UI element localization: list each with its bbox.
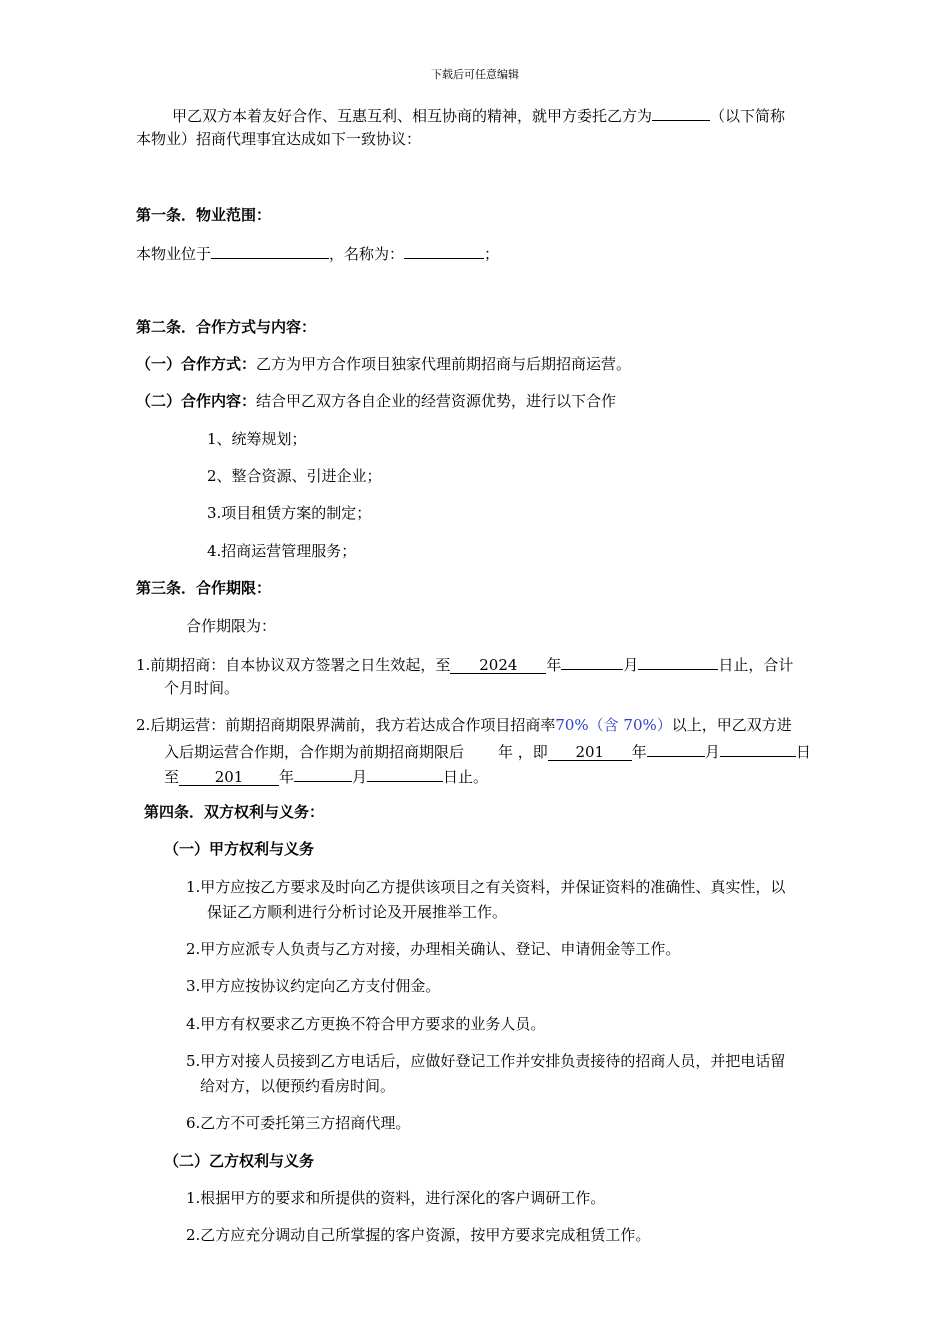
blank-location[interactable] [211, 242, 329, 259]
year-unit: 年 [279, 768, 295, 786]
to-label: 至 [164, 768, 180, 786]
blank-day-2[interactable] [720, 740, 796, 757]
coop-content-text: 结合甲乙双方各自企业的经营资源优势，进行以下合作 [256, 392, 617, 410]
intro-text-2: （以下简称 [710, 107, 786, 125]
day-unit: 日 [795, 743, 811, 761]
term-item-1-cont: 个月时间。 [164, 679, 240, 697]
blank-month-1[interactable] [561, 653, 623, 670]
blank-name[interactable] [404, 242, 484, 259]
location-label: 本物业位于 [136, 245, 212, 263]
coop-mode [136, 354, 631, 374]
article-1-title: 第一条．物业范围： [136, 206, 272, 224]
party-a-item-3: 3.甲方应按协议约定向乙方支付佣金。 [186, 977, 441, 995]
list-item: 4.招商运营管理服务； [207, 542, 357, 560]
term-item-1 [136, 653, 793, 675]
party-a-item-2: 2.甲方应派专人负责与乙方对接，办理相关确认、登记、申请佣金等工作。 [186, 940, 681, 958]
coop-mode-label: （一）合作方式： [136, 355, 257, 373]
article-2-title: 第二条．合作方式与内容： [136, 318, 317, 336]
party-a-heading: （一）甲方权利与义务 [164, 840, 315, 858]
page-header-note: 下载后可任意编辑 [431, 68, 519, 81]
blank-day-3[interactable] [367, 765, 443, 782]
party-a-item-5-cont: 给对方，以便预约看房时间。 [200, 1077, 396, 1095]
article-4-title: 第四条．双方权利与义务： [144, 803, 325, 821]
term-2-text-b: 以上，甲乙双方进 [671, 716, 792, 734]
intro-text: 甲乙双方本着友好合作、互惠互利、相互协商的精神，就甲方委托乙方为 [172, 107, 653, 125]
article-1-location [136, 242, 499, 264]
article-3-title: 第三条．合作期限： [136, 579, 272, 597]
term-1-text: 1.前期招商：自本协议双方签署之日生效起，至 [136, 656, 451, 674]
blank-year-1[interactable]: 2024 [450, 657, 546, 674]
name-label: ，名称为： [329, 245, 405, 263]
term-item-2-cont [164, 740, 811, 762]
list-item: 3.项目租赁方案的制定； [207, 504, 372, 522]
blank-day-1[interactable] [638, 653, 718, 670]
party-a-item-6: 6.乙方不可委托第三方招商代理。 [186, 1114, 411, 1132]
semicolon: ； [484, 245, 500, 263]
party-a-item-1-cont: 保证乙方顺利进行分析讨论及开展推举工作。 [207, 903, 508, 921]
blank-month-3[interactable] [294, 765, 352, 782]
party-a-item-1: 1.甲方应按乙方要求及时向乙方提供该项目之有关资料，并保证资料的准确性、真实性，以 [186, 878, 786, 896]
party-b-item-1: 1.根据甲方的要求和所提供的资料，进行深化的客户调研工作。 [186, 1189, 606, 1207]
list-item: 2、整合资源、引进企业； [207, 467, 382, 485]
list-item: 1、统筹规划； [207, 430, 307, 448]
term-1-end: 日止，合计 [718, 656, 794, 674]
term-item-2 [136, 715, 792, 735]
party-a-item-5: 5.甲方对接人员接到乙方电话后，应做好登记工作并安排负责接待的招商人员，并把电话留 [186, 1052, 786, 1070]
blank-year-3[interactable]: 201 [179, 769, 279, 786]
year-unit: 年 [546, 656, 562, 674]
intro-line-1 [172, 104, 860, 126]
term-2-cont-text: 入后期运营合作期，合作期为前期招商期限后 [164, 743, 465, 761]
intro-line-2: 本物业）招商代理事宜达成如下一致协议： [136, 130, 422, 148]
party-b-heading: （二）乙方权利与义务 [164, 1152, 315, 1170]
blank-month-2[interactable] [647, 740, 705, 757]
month-unit: 月 [623, 656, 639, 674]
month-unit: 月 [352, 768, 368, 786]
party-a-item-4: 4.甲方有权要求乙方更换不符合甲方要求的业务人员。 [186, 1015, 546, 1033]
coop-content [136, 391, 616, 411]
coop-content-label: （二）合作内容： [136, 392, 257, 410]
term-2-text: 2.后期运营：前期招商期限界满前，我方若达成合作项目招商率 [136, 716, 556, 734]
rate-value: 70%（含 70%） [555, 716, 672, 734]
blank-project[interactable] [652, 104, 710, 121]
coop-mode-text: 乙方为甲方合作项目独家代理前期招商与后期招商运营。 [256, 355, 632, 373]
year-phrase: 年 ，即 [498, 743, 548, 761]
term-item-2-end [164, 765, 488, 787]
term-intro: 合作期限为： [186, 617, 277, 635]
party-b-item-2: 2.乙方应充分调动自己所掌握的客户资源，按甲方要求完成租赁工作。 [186, 1226, 651, 1244]
year-unit: 年 [631, 743, 647, 761]
month-unit: 月 [704, 743, 720, 761]
blank-year-2[interactable]: 201 [548, 744, 632, 761]
term-3-end: 日止。 [443, 768, 489, 786]
